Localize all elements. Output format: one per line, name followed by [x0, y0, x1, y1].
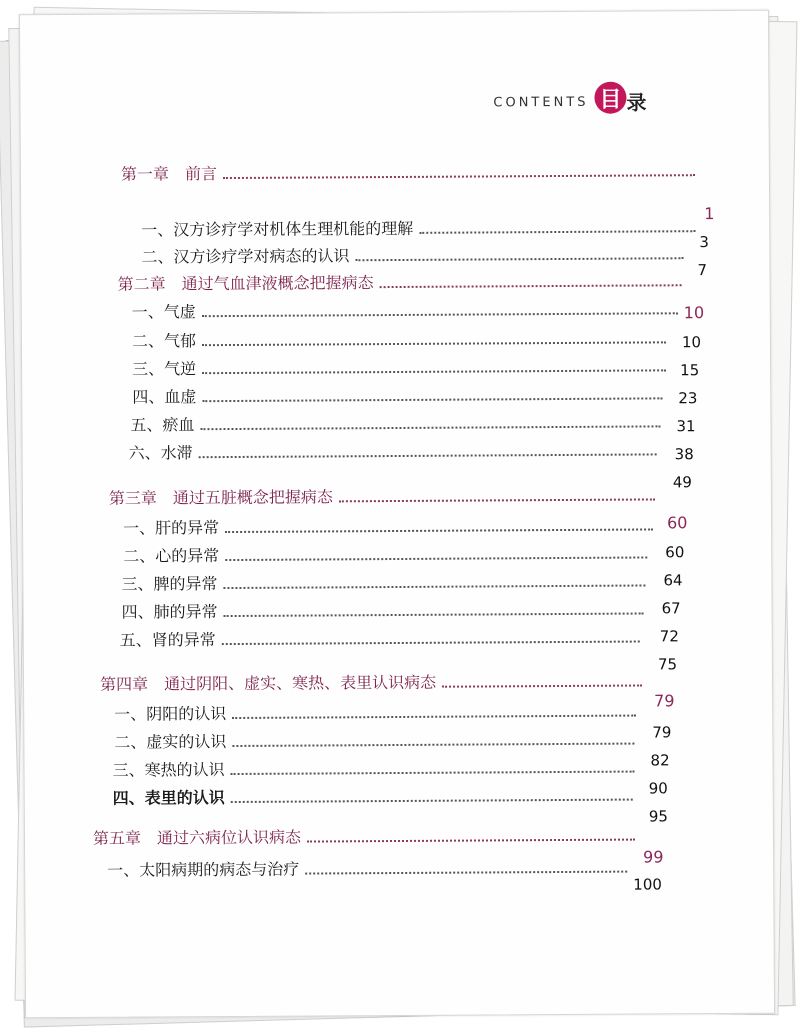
section-label: 一、汉方诊疗学对机体生理机能的理解 — [141, 218, 414, 240]
section-label: 四、表里的认识 — [112, 788, 225, 808]
contents-badge: 目 — [594, 82, 626, 114]
section-page: 60 — [665, 543, 685, 562]
chapter-first-page: 60 — [667, 513, 688, 533]
section-page: 100 — [633, 875, 662, 894]
leader-dots — [442, 685, 642, 688]
toc-section[interactable] — [130, 408, 666, 435]
section-page: 95 — [648, 807, 669, 826]
section-page: 10 — [681, 333, 702, 352]
section-label: 一、肝的异常 — [123, 518, 220, 538]
toc-section[interactable] — [122, 595, 650, 622]
section-page: 72 — [659, 627, 679, 646]
section-page: 90 — [648, 779, 668, 798]
contents-page — [19, 10, 775, 1019]
toc-section[interactable] — [123, 511, 659, 538]
leader-dots — [200, 425, 660, 430]
chapter-first-page: 1 — [704, 204, 715, 224]
leader-dots — [339, 498, 655, 502]
section-label: 四、血虚 — [132, 387, 197, 407]
leader-dots — [223, 174, 695, 179]
toc-section[interactable] — [129, 436, 663, 463]
section-label: 一、气虚 — [131, 302, 196, 322]
leader-dots — [199, 453, 657, 458]
section-page: 23 — [678, 389, 698, 408]
leader-dots — [202, 312, 678, 317]
leader-dots — [232, 715, 636, 719]
chapter-first-page: 79 — [654, 691, 675, 711]
section-page: 82 — [650, 751, 670, 770]
leader-dots — [202, 397, 662, 402]
leader-dots — [224, 612, 644, 617]
leader-dots — [419, 230, 695, 234]
section-label: 二、虚实的认识 — [114, 732, 227, 752]
leader-dots — [225, 556, 647, 561]
leader-dots — [231, 771, 635, 775]
toc-section[interactable] — [107, 854, 633, 881]
leader-dots — [223, 584, 645, 589]
section-label: 四、肺的异常 — [121, 602, 218, 622]
section-page: 3 — [699, 233, 709, 252]
toc-chapter-4[interactable] — [100, 667, 648, 694]
toc-section[interactable] — [114, 726, 640, 753]
toc-section[interactable] — [114, 698, 642, 725]
toc-section[interactable] — [123, 539, 653, 566]
section-label: 二、气郁 — [131, 331, 197, 351]
toc-section[interactable] — [132, 380, 668, 407]
section-label: 六、水滞 — [128, 443, 193, 463]
leader-dots — [305, 871, 627, 875]
section-page: 15 — [680, 361, 700, 380]
section-label: 一、太阳病期的病态与治疗 — [107, 859, 300, 880]
section-page: 67 — [661, 599, 681, 618]
contents-english-title: CONTENTS — [493, 94, 589, 111]
chapter-first-page: 99 — [643, 847, 664, 867]
leader-dots — [355, 257, 683, 261]
toc-section[interactable] — [120, 623, 646, 650]
toc-section[interactable] — [113, 782, 639, 809]
toc-chapter-3[interactable] — [109, 481, 661, 508]
toc-section[interactable] — [121, 567, 651, 594]
contents-chinese-tail: 录 — [626, 90, 647, 115]
leader-dots — [232, 743, 634, 747]
section-label: 一、阴阳的认识 — [114, 704, 227, 724]
leader-dots — [202, 341, 666, 346]
toc-section[interactable] — [132, 295, 684, 322]
section-label: 三、脾的异常 — [121, 574, 218, 594]
leader-dots — [222, 641, 640, 646]
toc-section[interactable] — [132, 324, 672, 351]
chapter-title: 第五章 通过六病位认识病态 — [92, 827, 302, 848]
chapter-title: 第二章 通过气血津液概念把握病态 — [117, 273, 374, 294]
toc-chapter-5[interactable] — [93, 822, 641, 849]
section-page: 7 — [697, 261, 708, 280]
section-label: 二、心的异常 — [123, 546, 220, 566]
toc-chapter-1[interactable] — [121, 157, 701, 185]
section-page: 38 — [674, 445, 694, 464]
section-page: 64 — [663, 571, 683, 590]
toc-section[interactable] — [112, 754, 640, 781]
toc-section[interactable] — [132, 352, 672, 379]
leader-dots — [225, 528, 653, 533]
section-label: 三、寒热的认识 — [112, 760, 225, 780]
section-label: 五、瘀血 — [130, 415, 195, 435]
chapter-title: 第一章 前言 — [120, 164, 217, 184]
leader-dots — [202, 369, 666, 374]
leader-dots — [307, 839, 635, 843]
section-label: 三、气逆 — [132, 359, 197, 379]
chapter-title: 第四章 通过阴阳、虚实、寒热、表里认识病态 — [99, 672, 437, 694]
contents-header — [493, 81, 646, 114]
toc-section[interactable] — [141, 240, 689, 267]
section-label: 二、汉方诊疗学对病态的认识 — [141, 246, 350, 267]
chapter-first-page: 10 — [683, 303, 705, 323]
leader-dots — [231, 799, 633, 803]
toc-section[interactable] — [141, 213, 701, 240]
section-page: 49 — [672, 473, 692, 492]
leader-dots — [380, 284, 682, 288]
section-page: 79 — [652, 723, 672, 742]
section-page: 31 — [676, 417, 696, 436]
toc-chapter-2[interactable] — [118, 267, 688, 294]
section-page: 75 — [657, 655, 678, 674]
section-label: 五、肾的异常 — [119, 630, 216, 650]
chapter-title: 第三章 通过五脏概念把握病态 — [108, 487, 333, 508]
